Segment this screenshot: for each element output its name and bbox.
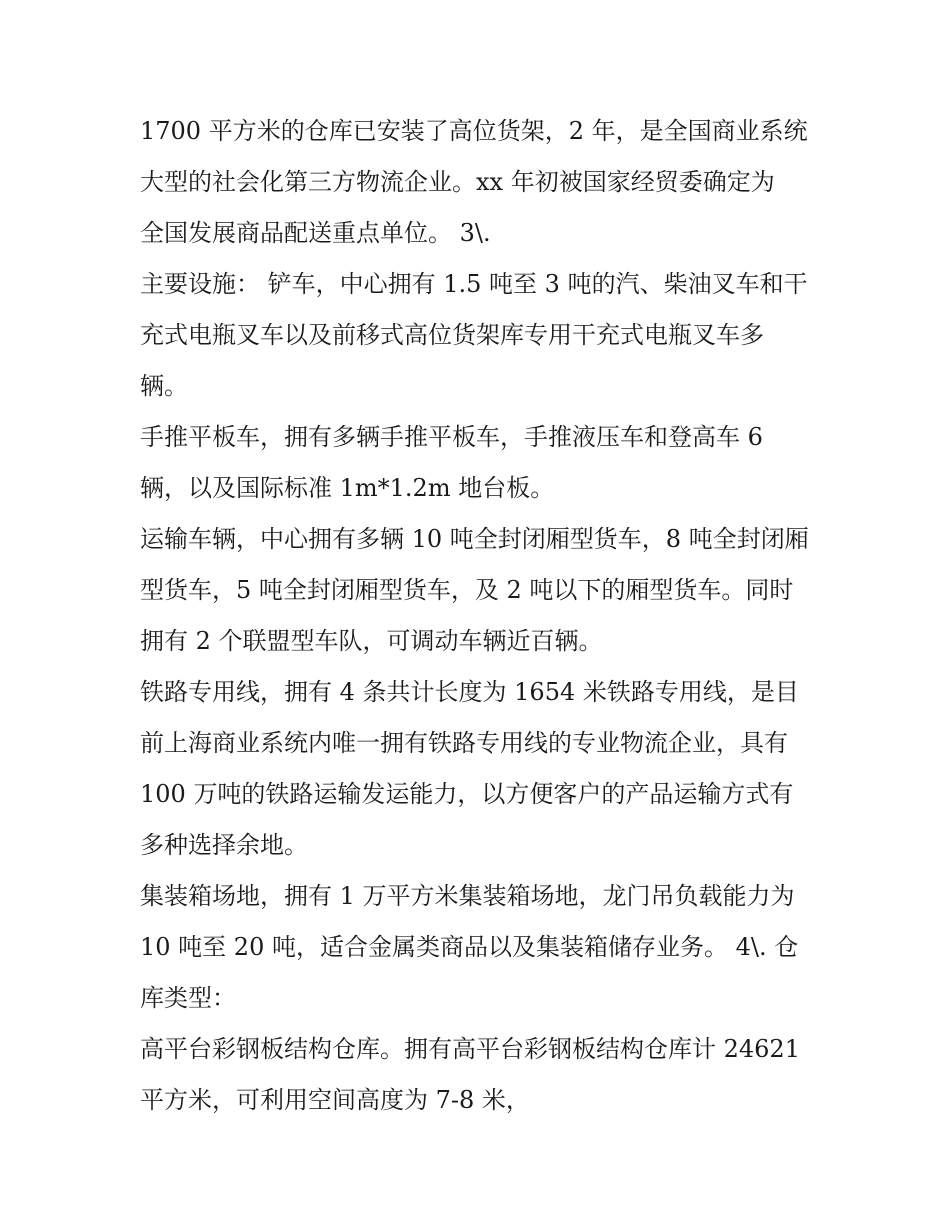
text-line: 集装箱场地，拥有 1 万平方米集装箱场地，龙门吊负载能力为 bbox=[140, 882, 795, 910]
text-line: 充式电瓶叉车以及前移式高位货架库专用干充式电瓶叉车多 bbox=[140, 321, 764, 349]
paragraph-transport-vehicles bbox=[140, 514, 816, 667]
text-line: 100 万吨的铁路运输发运能力，以方便客户的产品运输方式有 bbox=[140, 780, 794, 808]
text-line: 大型的社会化第三方物流企业。xx 年初被国家经贸委确定为 bbox=[140, 168, 775, 196]
document-body bbox=[140, 106, 816, 1126]
text-line: 辆，以及国际标准 1m*1.2m 地台板。 bbox=[140, 474, 555, 502]
text-line: 辆。 bbox=[140, 372, 188, 400]
text-line: 10 吨至 20 吨，适合金属类商品以及集装箱储存业务。 4\. 仓 bbox=[140, 933, 799, 961]
text-line: 前上海商业系统内唯一拥有铁路专用线的专业物流企业，具有 bbox=[140, 729, 788, 757]
text-line: 铁路专用线，拥有 4 条共计长度为 1654 米铁路专用线，是目 bbox=[140, 678, 799, 706]
paragraph-warehouse-intro bbox=[140, 106, 816, 259]
text-line: 手推平板车，拥有多辆手推平板车，手推液压车和登高车 6 bbox=[140, 423, 763, 451]
text-line: 1700 平方米的仓库已安装了高位货架，2 年，是全国商业系统 bbox=[140, 117, 808, 145]
paragraph-container-yard bbox=[140, 871, 816, 1024]
text-line: 拥有 2 个联盟型车队，可调动车辆近百辆。 bbox=[140, 627, 603, 655]
text-line: 库类型： bbox=[140, 984, 236, 1012]
text-line: 主要设施： 铲车，中心拥有 1.5 吨至 3 吨的汽、柴油叉车和干 bbox=[140, 270, 808, 298]
text-line: 高平台彩钢板结构仓库。拥有高平台彩钢板结构仓库计 24621 bbox=[140, 1035, 800, 1063]
text-line: 全国发展商品配送重点单位。 3\. bbox=[140, 219, 491, 247]
text-line: 平方米，可利用空间高度为 7-8 米， bbox=[140, 1086, 530, 1114]
text-line: 型货车，5 吨全封闭厢型货车，及 2 吨以下的厢型货车。同时 bbox=[140, 576, 794, 604]
paragraph-railway-line bbox=[140, 667, 816, 871]
text-line: 运输车辆，中心拥有多辆 10 吨全封闭厢型货车，8 吨全封闭厢 bbox=[140, 525, 809, 553]
text-line: 多种选择余地。 bbox=[140, 831, 308, 859]
paragraph-main-facilities bbox=[140, 259, 816, 412]
paragraph-hand-trucks bbox=[140, 412, 816, 514]
paragraph-warehouse-types bbox=[140, 1024, 816, 1126]
